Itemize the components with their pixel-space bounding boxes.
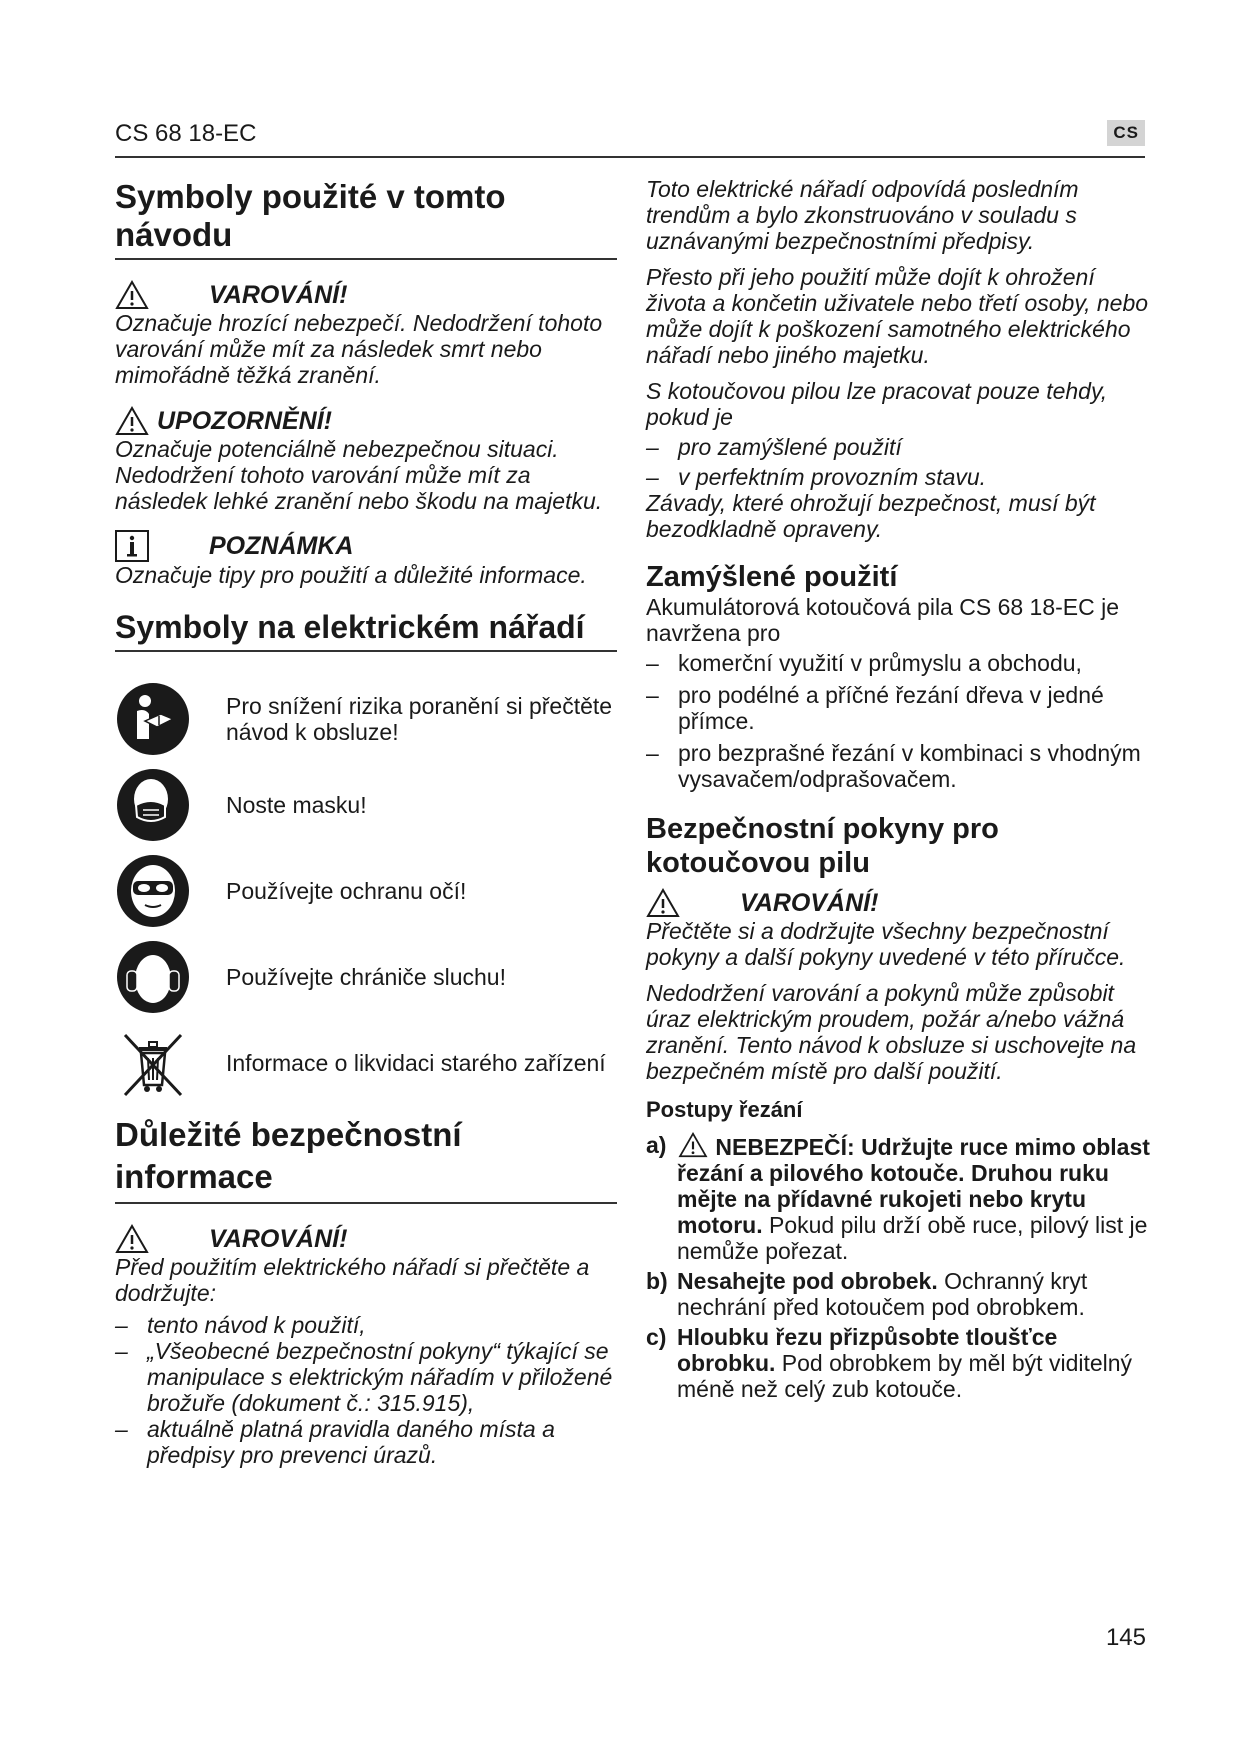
language-badge: CS xyxy=(1107,120,1145,146)
tool-symbols-heading: Symboly na elektrickém nářadí xyxy=(115,608,617,652)
crossed-bin-icon xyxy=(115,1025,191,1101)
list-item: – „Všeobecné bezpečnostní pokyny“ týkající se manipulace s elektrickým nářadím v přiložené brožuře (dokument č.: 315.915), xyxy=(115,1338,617,1416)
saw-warning-signal xyxy=(646,888,1152,918)
saw-warning-label: VAROVÁNÍ! xyxy=(740,889,879,917)
step-label: c) xyxy=(646,1324,667,1350)
saw-warning-text-1: Přečtěte si a dodržujte všechny bezpečnostní pokyny a další pokyny uvedené v této příručce. xyxy=(646,918,1126,970)
cutting-step xyxy=(646,1324,1152,1402)
intended-use-text: Akumulátorová kotoučová pila CS 68 18-EC je navržena pro xyxy=(646,594,1120,646)
step-bold-text: NEBEZPEČÍ: Udržujte ruce mimo oblast řezání a pilového kotouče. Druhou ruku mějte na přídavné rukojeti nebo krytu motoru. xyxy=(677,1134,1150,1238)
step-text: Ochranný kryt nechrání před kotoučem pod obrobkem. xyxy=(677,1268,1088,1320)
tool-symbol-text: Informace o likvidaci starého zařízení xyxy=(226,1050,606,1076)
tool-symbol-row xyxy=(115,762,617,848)
tool-symbol-text: Pro snížení rizika poranění si přečtěte návod k obsluze! xyxy=(226,693,613,745)
cutting-step xyxy=(646,1268,1152,1320)
step-bold-text: Hloubku řezu přizpůsobte tloušťce obrobku. xyxy=(677,1324,1058,1376)
list-item: – pro zamýšlené použití xyxy=(646,434,1152,460)
step-label: b) xyxy=(646,1268,668,1294)
right-column xyxy=(646,176,1152,1406)
list-item: – pro bezprašné řezání v kombinaci s vhodným vysavačem/odprašovačem. xyxy=(646,740,1152,792)
caution-text: Označuje potenciálně nebezpečnou situaci. Nedodržení tohoto varování může mít za následek lehké zranění nebo škodu na majetku. xyxy=(115,436,603,514)
safety-warning-label: VAROVÁNÍ! xyxy=(209,1225,348,1253)
tool-symbol-row xyxy=(115,848,617,934)
ear-protection-icon xyxy=(115,939,191,1015)
symbols-heading: Symboly použité v tomto návodu xyxy=(115,178,617,260)
page-header xyxy=(115,118,1145,158)
dust-mask-icon xyxy=(115,767,191,843)
warning-signal xyxy=(115,280,617,310)
left-column xyxy=(115,178,617,1468)
cutting-procedures-heading: Postupy řezání xyxy=(646,1097,803,1122)
saw-warning-text-2: Nedodržení varování a pokynů může způsobit úraz elektrickým proudem, požár a/nebo vážná zranění. Tento návod k obsluze si uschovejte na bezpečném místě pro další použití. xyxy=(646,980,1137,1084)
intro-paragraph-1: Toto elektrické nářadí odpovídá posledním trendům a bylo zkonstruováno v souladu s uznávanými bezpečnostními předpisy. xyxy=(646,176,1079,254)
intro-list xyxy=(646,434,1152,490)
step-text: Pod obrobkem by měl být viditelný méně než celý zub kotouče. xyxy=(677,1350,1133,1402)
saw-safety-heading: Bezpečnostní pokyny pro kotoučovou pilu xyxy=(646,813,999,879)
list-item: – aktuálně platná pravidla daného místa a předpisy pro prevenci úrazů. xyxy=(115,1416,617,1468)
caution-signal xyxy=(115,406,617,436)
page-number: 145 xyxy=(1105,1624,1146,1651)
tool-symbols-list xyxy=(115,676,617,1106)
caution-triangle-icon xyxy=(115,406,149,436)
cutting-step xyxy=(646,1132,1152,1264)
caution-label: UPOZORNĚNÍ! xyxy=(157,407,332,435)
intended-use-heading: Zamýšlené použití xyxy=(646,561,898,593)
note-text: Označuje tipy pro použití a důležité informace. xyxy=(115,562,587,588)
intended-use-list xyxy=(646,650,1152,792)
note-signal xyxy=(115,530,617,562)
warning-triangle-icon xyxy=(646,888,680,918)
list-item: – komerční využití v průmyslu a obchodu, xyxy=(646,650,1152,676)
note-label: POZNÁMKA xyxy=(209,532,354,560)
intro-paragraph-3: S kotoučovou pilou lze pracovat pouze tehdy, pokud je xyxy=(646,378,1108,430)
safety-list xyxy=(115,1312,617,1468)
safety-warning-text: Před použitím elektrického nářadí si přečtěte a dodržujte: xyxy=(115,1254,590,1306)
intro-paragraph-2: Přesto při jeho použití může dojít k ohrožení života a končetin uživatele nebo třetí osoby, nebo může dojít k poškození samotného elektrického nářadí nebo jiného majetku. xyxy=(646,264,1149,368)
tool-symbol-text: Používejte ochranu očí! xyxy=(226,878,467,904)
intro-paragraph-4: Závady, které ohrožují bezpečnost, musí být bezodkladně opraveny. xyxy=(646,490,1096,542)
step-label: a) xyxy=(646,1132,667,1158)
tool-symbol-text: Noste masku! xyxy=(226,792,367,818)
tool-symbol-row xyxy=(115,1020,617,1106)
safety-heading: Důležité bezpečnostní informace xyxy=(115,1114,617,1204)
tool-symbol-row xyxy=(115,676,617,762)
list-item: – v perfektním provozním stavu. xyxy=(646,464,1152,490)
safety-warning-signal xyxy=(115,1224,617,1254)
step-text: Pokud pilu drží obě ruce, pilový list je nemůže pořezat. xyxy=(677,1212,1148,1264)
tool-symbol-row xyxy=(115,934,617,1020)
tool-symbol-text: Používejte chrániče sluchu! xyxy=(226,964,506,990)
eye-protection-icon xyxy=(115,853,191,929)
read-manual-icon xyxy=(115,681,191,757)
warning-triangle-icon xyxy=(115,280,149,310)
warning-label: VAROVÁNÍ! xyxy=(209,281,348,309)
list-item: – tento návod k použití, xyxy=(115,1312,617,1338)
warning-triangle-icon xyxy=(115,1224,149,1254)
danger-triangle-icon xyxy=(677,1132,709,1158)
warning-text: Označuje hrozící nebezpečí. Nedodržení tohoto varování může mít za následek smrt nebo mimořádně těžká zranění. xyxy=(115,310,603,388)
step-bold-text: Nesahejte pod obrobek. xyxy=(677,1268,938,1294)
list-item: – pro podélné a příčné řezání dřeva v jedné přímce. xyxy=(646,682,1152,734)
document-model: CS 68 18-EC xyxy=(115,120,257,147)
info-box-icon xyxy=(115,530,149,562)
cutting-steps xyxy=(646,1132,1152,1402)
